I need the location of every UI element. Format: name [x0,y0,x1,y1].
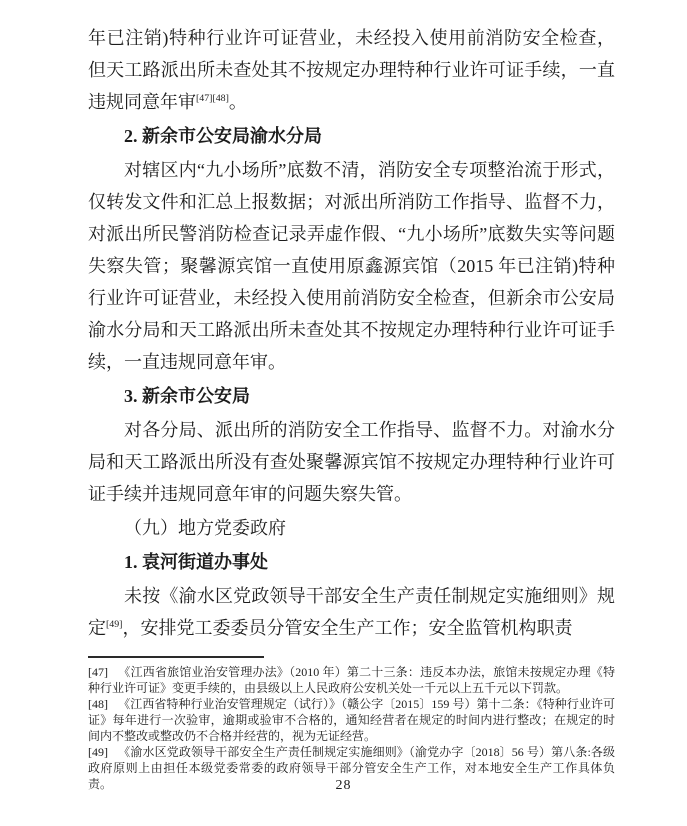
footnote-text: 《江西省旅馆业治安管理办法》（2010 年）第二十三条：违反本办法，旅馆未按规定办理《特种行业许可证》变更手续的，由县级以上人民政府公安机关处一千元以上五千元以下罚款。 [88,665,615,695]
text-run: 。 [228,92,247,112]
footnote-separator [88,656,264,658]
text-run: 3. 新余市公安局 [124,386,250,406]
section-heading [88,546,615,578]
page-number: 28 [335,778,352,793]
text-run: 1. 袁河街道办事处 [124,552,268,572]
section-heading [88,512,615,544]
paragraph [88,580,615,644]
text-run: 2. 新余市公安局渝水分局 [124,126,322,146]
footnote-marker: [48] [88,697,108,711]
text-run: ，安排党工委委员分管安全生产工作；安全监管机构职责 [122,618,573,638]
text-run: 对各分局、派出所的消防安全工作指导、监督不力。对渝水分局和天工路派出所没有查处聚馨源宾馆不按规定办理特种行业许可证手续并违规同意年审的问题失察失管。 [88,420,615,504]
footnote [88,664,615,696]
footnote-text: 《渝水区党政领导干部安全生产责任制规定实施细则》（渝党办字〔2018〕56 号）第八条:各级政府原则上由担任本级党委常委的政府领导干部分管安全生产工作，对本地安全生产工作具体负责。 [88,745,615,791]
footnotes-section [88,656,615,792]
footnote [88,696,615,744]
footnote-text: 《江西省特种行业治安管理规定（试行）》（赣公字〔2015〕159 号）第十二条：《特种行业许可证》每年进行一次验审，逾期或验审不合格的，通知经营者在规定的时间内进行整改；在规定的时间内不整改或整改仍不合格并经营的，视为无证经营。 [88,697,615,743]
paragraph [88,154,615,378]
footnote-reference: [49] [106,619,123,630]
section-heading [88,120,615,152]
text-run: （九）地方党委政府 [124,518,286,538]
paragraph [88,414,615,510]
section-heading [88,380,615,412]
footnote-reference: [47][48] [196,93,229,104]
footnote-list [88,664,615,792]
text-run: 年已注销)特种行业许可证营业，未经投入使用前消防安全检查，但天工路派出所未查处其不按规定办理特种行业许可证手续，一直违规同意年审 [88,28,615,112]
footnote-marker: [49] [88,745,108,759]
text-run: 未按《渝水区党政领导干部安全生产责任制规定实施细则》规定 [88,586,615,638]
document-body [88,22,615,644]
text-run: 对辖区内“九小场所”底数不清，消防安全专项整治流于形式，仅转发文件和汇总上报数据；对派出所消防工作指导、监督不力，对派出所民警消防检查记录弄虚作假、“九小场所”底数失实等问题失察失管；聚馨源宾馆一直使用原鑫源宾馆（2015 年已注销)特种行业许可证营业，未经投入使用前消防安全检查，但新余市公安局渝水分局和天工路派出所未查处其不按规定办理特种行业许可证手续，一直违规同意年审。 [88,160,615,372]
paragraph [88,22,615,118]
footnote-marker: [47] [88,665,108,679]
